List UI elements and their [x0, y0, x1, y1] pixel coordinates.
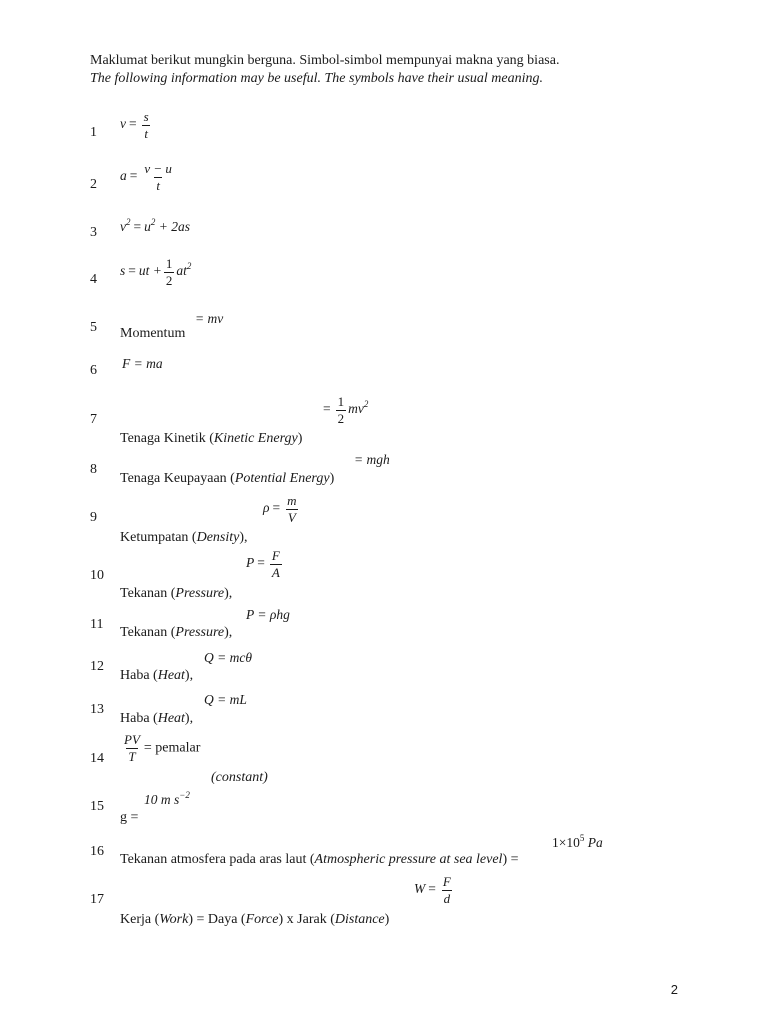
item-number-15: 15: [90, 799, 104, 814]
item-number-5: 5: [90, 320, 97, 335]
formula-13: Q = mL: [204, 692, 247, 707]
label-pressure-2: Tekanan (Pressure),: [120, 625, 233, 640]
item-number-11: 11: [90, 617, 104, 632]
label-heat-2: Haba (Heat),: [120, 711, 194, 726]
formula-1: v = $\frac{s}{t}$: [120, 109, 149, 141]
formula-10: P = $\frac{F}{A}$: [246, 548, 280, 580]
formula-7: = $\frac{1}{2}$ $mv^2$: [323, 394, 369, 426]
value-atmospheric-pressure: $1\times 10^5$ Pa: [552, 833, 603, 850]
item-number-12: 12: [90, 659, 104, 674]
label-kinetic-energy: Tenaga Kinetik (Kinetic Energy): [120, 431, 303, 446]
item-number-7: 7: [90, 412, 97, 427]
formula-3: $v^2 = u^2 + 2as$: [120, 217, 190, 234]
item-number-10: 10: [90, 568, 104, 583]
label-work: Kerja (Work) = Daya (Force) x Jarak (Distance): [120, 912, 390, 927]
formula-5: = mv: [195, 311, 224, 326]
formula-17: W = $\frac{F}{d}$: [414, 874, 451, 906]
item-number-9: 9: [90, 510, 97, 525]
intro-english: The following information may be useful. The symbols have their usual meaning.: [90, 71, 544, 86]
formula-2: a = $\frac{v - u}{t}$: [120, 161, 172, 193]
item-number-8: 8: [90, 462, 97, 477]
formula-6: F = ma: [122, 356, 163, 371]
item-number-13: 13: [90, 702, 104, 717]
label-potential-energy: Tenaga Keupayaan (Potential Energy): [120, 471, 335, 486]
formula-4: s = ut + $\frac{1}{2}$ $at^2$: [120, 256, 192, 288]
item-number-14: 14: [90, 751, 104, 766]
item-number-1: 1: [90, 125, 97, 140]
label-g: g =: [120, 810, 139, 825]
formula-9: ρ = $\frac{m}{V}$: [263, 493, 297, 525]
formula-8: = mgh: [354, 452, 390, 467]
label-momentum: Momentum: [120, 326, 186, 341]
item-number-6: 6: [90, 363, 97, 378]
item-number-4: 4: [90, 272, 97, 287]
intro-malay: Maklumat berikut mungkin berguna. Simbol-simbol mempunyai makna yang biasa.: [90, 53, 560, 68]
item-number-17: 17: [90, 892, 104, 907]
formula-12: Q = mcθ: [204, 650, 252, 665]
formula-15: 10 m $s^{-2}$: [144, 790, 190, 807]
page-number: 2: [670, 982, 678, 997]
item-number-2: 2: [90, 177, 97, 192]
formula-14: $\frac{PV}{T}$ = pemalar: [124, 732, 201, 764]
label-density: Ketumpatan (Density),: [120, 530, 248, 545]
label-pressure-1: Tekanan (Pressure),: [120, 586, 233, 601]
item-number-16: 16: [90, 844, 104, 859]
item-number-3: 3: [90, 225, 97, 240]
formula-11: P = ρhg: [246, 607, 290, 622]
label-constant: (constant): [211, 770, 268, 785]
label-atmospheric-pressure: Tekanan atmosfera pada aras laut (Atmospheric pressure at sea level) =: [120, 852, 519, 867]
label-heat-1: Haba (Heat),: [120, 668, 194, 683]
